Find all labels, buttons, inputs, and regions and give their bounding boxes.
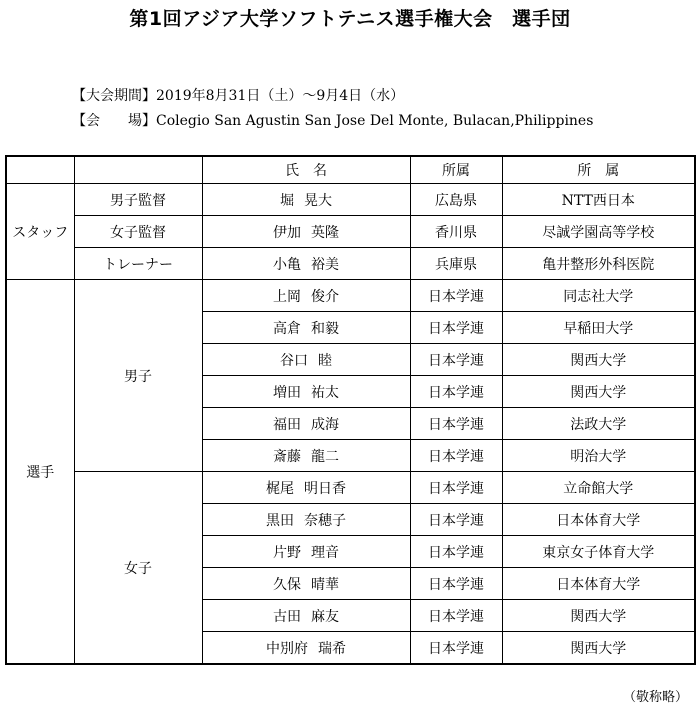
venue-label-a: 【会 [72,113,100,129]
affiliation-cell: 日本体育大学 [502,504,695,536]
header-affiliation: 所 属 [502,156,695,184]
family-name: 高倉 [273,320,301,337]
affiliation-cell: 尽誠学園高等学校 [502,216,695,248]
family-name: 上岡 [273,288,301,305]
page-title: 第1回アジア大学ソフトテニス選手権大会 選手団 [129,8,571,30]
given-name: 祐太 [311,384,339,401]
affiliation-cell: 関西大学 [502,376,695,408]
name-cell [202,216,410,248]
group-women: 女子 [74,472,202,665]
group-players: 選手 [6,280,74,665]
given-name: 晃大 [304,192,332,209]
name-cell [202,312,410,344]
table-row [6,280,695,312]
name-cell [202,632,410,665]
roster-table [5,155,696,665]
affiliation-cell: 明治大学 [502,440,695,472]
given-name: 和毅 [311,320,339,337]
family-name: 黒田 [266,512,294,529]
affiliation-cell: 法政大学 [502,408,695,440]
header-cell [74,156,202,184]
header-cell [6,156,74,184]
family-name: 古田 [273,608,301,625]
family-name: 福田 [273,416,301,433]
name-cell [202,184,410,216]
given-name: 理音 [311,544,339,561]
org-cell: 兵庫県 [410,248,502,280]
venue-value: Colegio San Agustin San Jose Del Monte, Bulacan,Philippines [156,113,594,129]
affiliation-cell: 同志社大学 [502,280,695,312]
given-name: 麻友 [311,608,339,625]
role-cell: 女子監督 [74,216,202,248]
name-cell [202,440,410,472]
group-men: 男子 [74,280,202,472]
family-name: 小亀 [273,256,301,273]
given-name: 裕美 [311,256,339,273]
org-cell: 日本学連 [410,280,502,312]
family-name: 堀 [280,192,294,209]
name-cell [202,536,410,568]
given-name: 奈穂子 [304,512,346,529]
given-name: 成海 [311,416,339,433]
venue-label [72,110,156,130]
family-name: 片野 [273,544,301,561]
group-staff: スタッフ [6,184,74,280]
given-name: 明日香 [304,480,346,497]
given-name: 英隆 [311,224,339,241]
family-name: 伊加 [273,224,301,241]
org-cell: 日本学連 [410,504,502,536]
affiliation-cell: 関西大学 [502,344,695,376]
name-cell [202,472,410,504]
table-row [6,216,695,248]
org-cell: 日本学連 [410,344,502,376]
given-name: 俊介 [311,288,339,305]
affiliation-cell: 亀井整形外科医院 [502,248,695,280]
family-name: 谷口 [280,352,308,369]
family-name: 中別府 [266,640,308,657]
role-cell: トレーナー [74,248,202,280]
venue-label-b: 場】 [128,113,156,129]
period-value: 2019年8月31日（土）～9月4日（水） [156,88,405,104]
table-row [6,472,695,504]
venue-line [72,110,593,130]
role-cell: 男子監督 [74,184,202,216]
table-row [6,184,695,216]
family-name: 斎藤 [273,448,301,465]
name-cell [202,568,410,600]
family-name: 増田 [273,384,301,401]
org-cell: 広島県 [410,184,502,216]
org-cell: 日本学連 [410,600,502,632]
table-row [6,248,695,280]
given-name: 晴華 [311,576,339,593]
given-name: 龍二 [311,448,339,465]
period-line [72,85,404,105]
org-cell: 日本学連 [410,632,502,665]
family-name: 久保 [273,576,301,593]
header-name: 氏 名 [202,156,410,184]
affiliation-cell: 関西大学 [502,632,695,665]
given-name: 睦 [318,352,332,369]
name-cell [202,248,410,280]
name-cell [202,280,410,312]
family-name: 梶尾 [266,480,294,497]
table-header-row [6,156,695,184]
org-cell: 日本学連 [410,312,502,344]
org-cell: 香川県 [410,216,502,248]
org-cell: 日本学連 [410,440,502,472]
affiliation-cell: NTT西日本 [502,184,695,216]
footnote: （敬称略） [622,690,688,705]
name-cell [202,408,410,440]
name-cell [202,376,410,408]
affiliation-cell: 日本体育大学 [502,568,695,600]
period-label: 【大会期間】 [72,88,156,104]
org-cell: 日本学連 [410,536,502,568]
org-cell: 日本学連 [410,408,502,440]
affiliation-cell: 立命館大学 [502,472,695,504]
name-cell [202,344,410,376]
name-cell [202,600,410,632]
org-cell: 日本学連 [410,376,502,408]
affiliation-cell: 関西大学 [502,600,695,632]
org-cell: 日本学連 [410,568,502,600]
name-cell [202,504,410,536]
affiliation-cell: 早稲田大学 [502,312,695,344]
org-cell: 日本学連 [410,472,502,504]
affiliation-cell: 東京女子体育大学 [502,536,695,568]
header-org: 所属 [410,156,502,184]
given-name: 瑞希 [318,640,346,657]
